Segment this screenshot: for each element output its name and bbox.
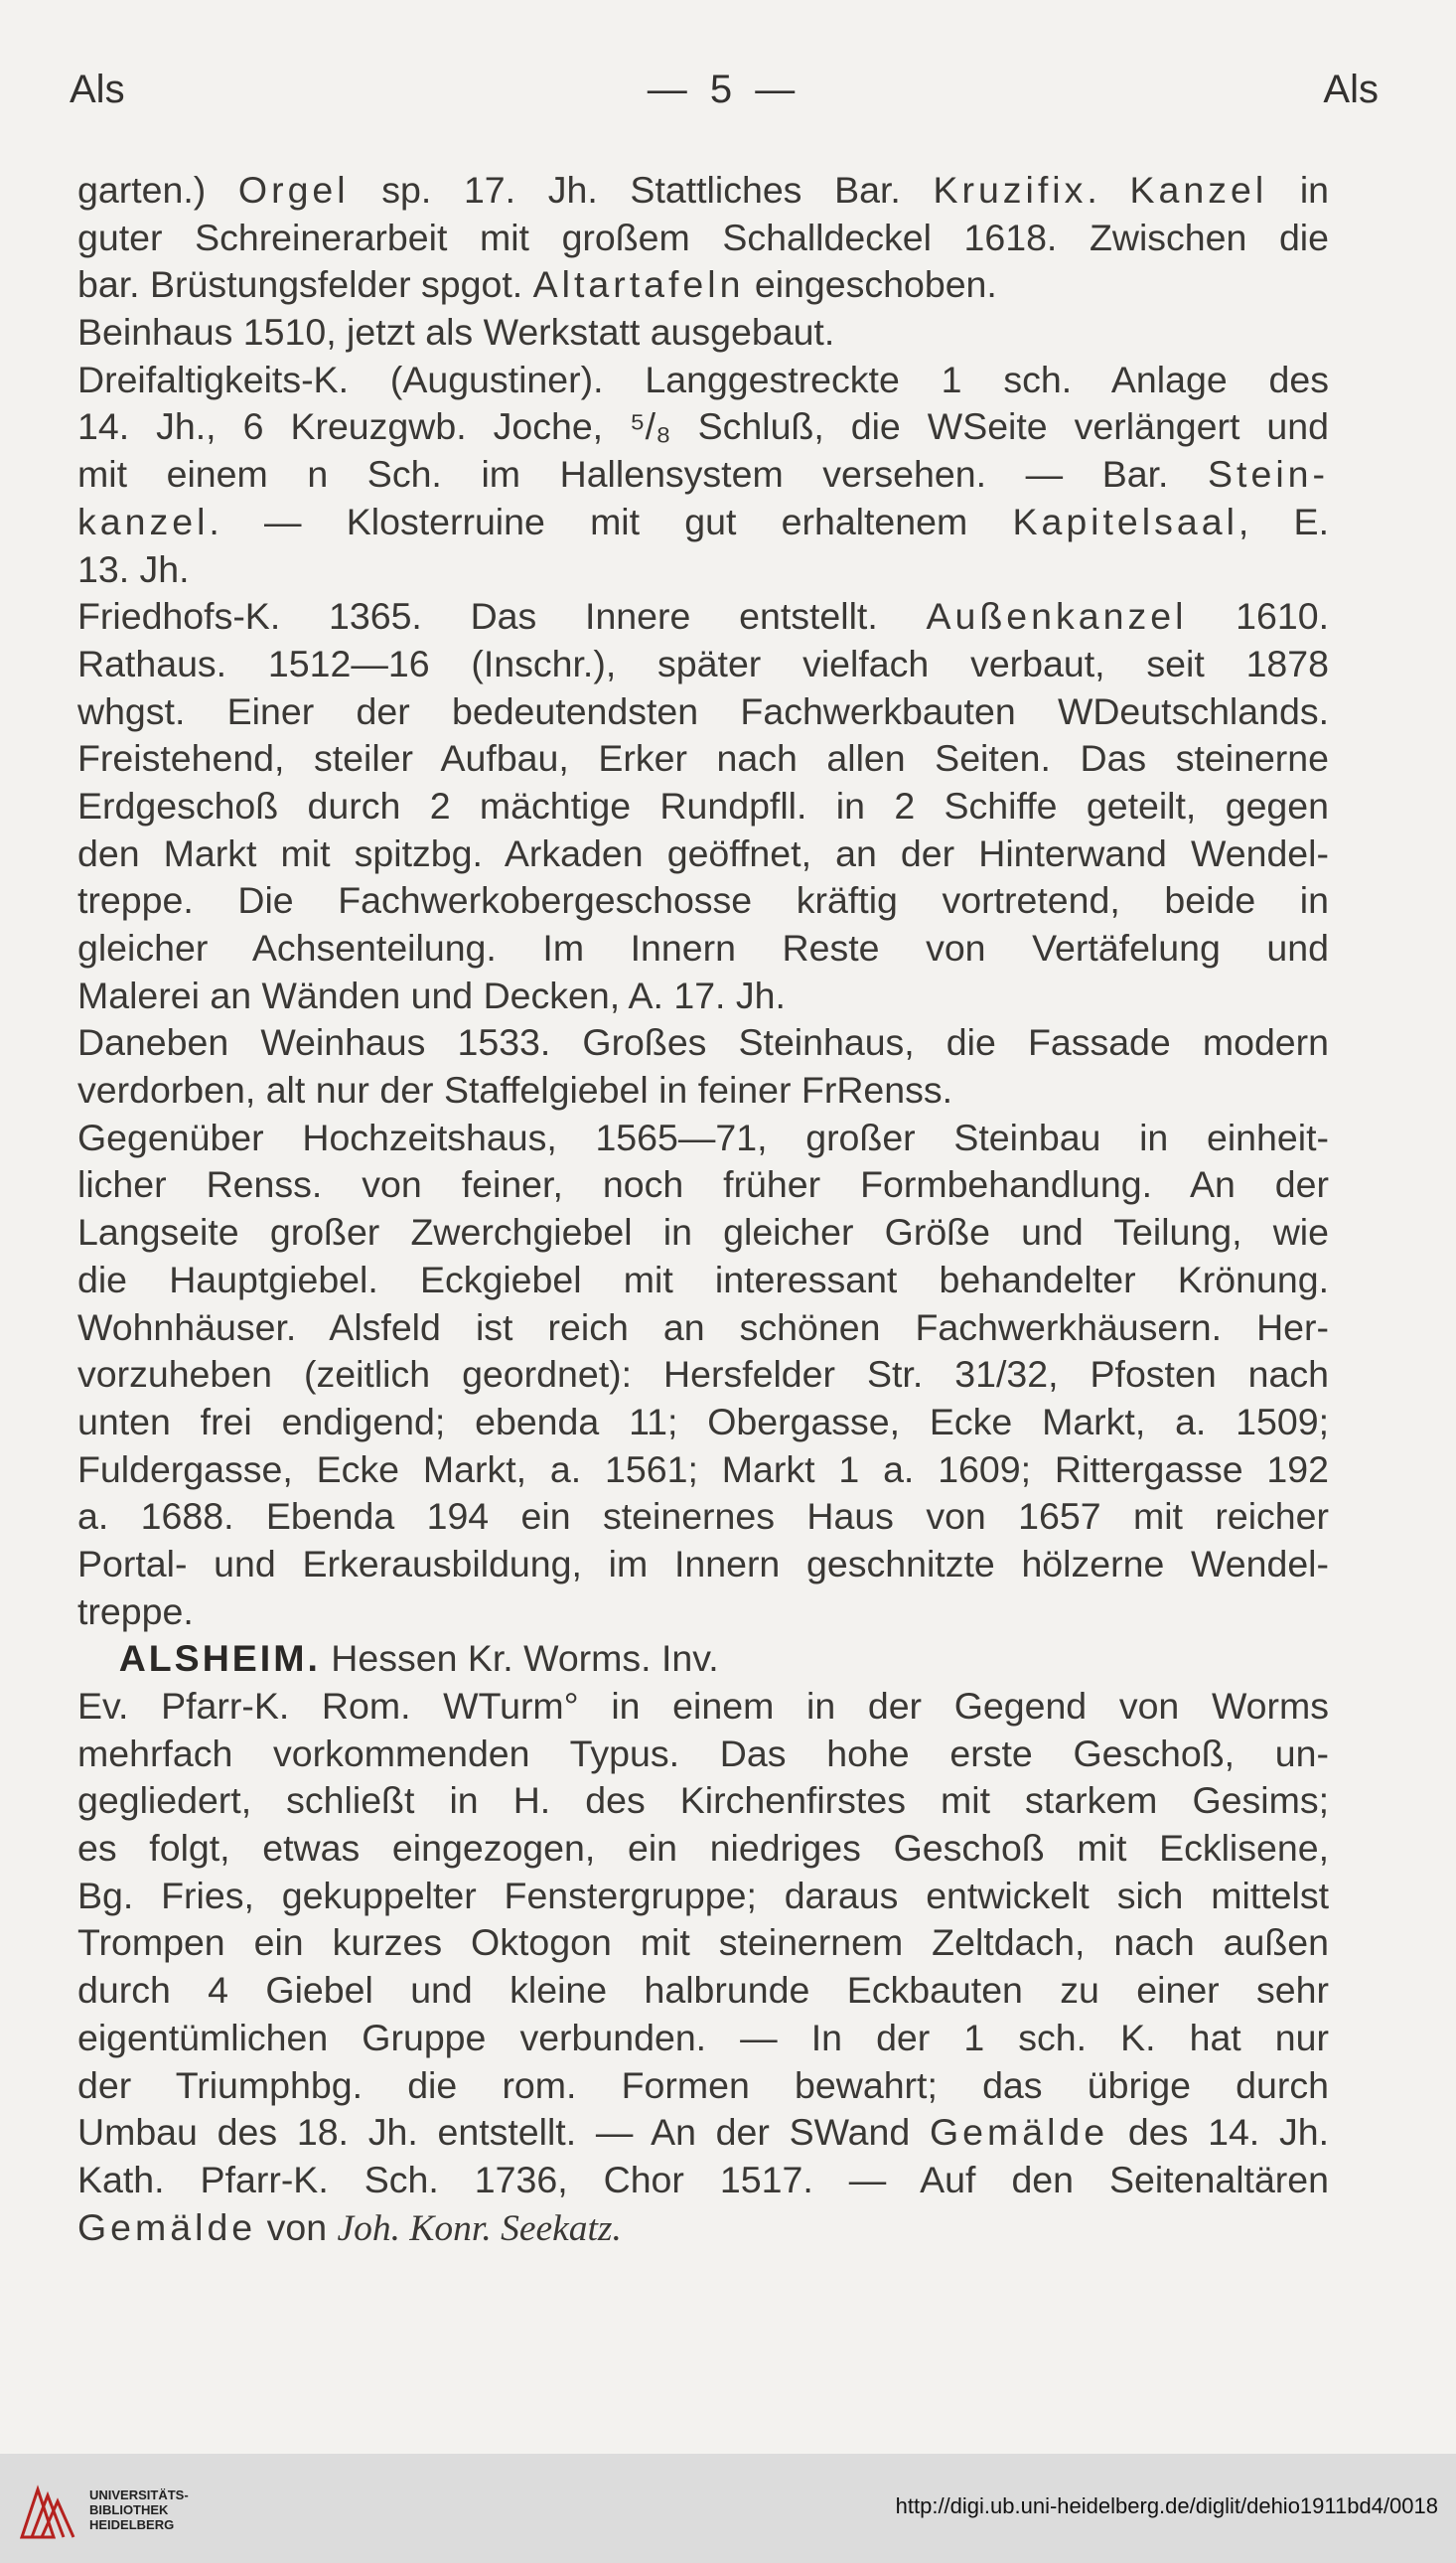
text-line — [77, 546, 1329, 594]
text-run: eigentümlichen Gruppe verbunden. — In der 1 sch. K. hat nur — [77, 2016, 1329, 2058]
library-name-line: BIBLIOTHEK — [89, 2502, 169, 2517]
spaced-term: Gemälde — [929, 2111, 1109, 2154]
text-line — [77, 1493, 1329, 1541]
text-run: 13. Jh. — [77, 547, 190, 590]
entry-keyword: Weinhaus — [260, 1021, 426, 1064]
spaced-term: Kapitelsaal — [1012, 500, 1238, 542]
body-text — [77, 167, 1329, 2251]
library-name-line: UNIVERSITÄTS- — [89, 2488, 189, 2502]
text-run: 14. Jh., 6 Kreuzgwb. Joche, ⁵/₈ Schluß, die WSeite verlängert und — [77, 405, 1329, 448]
text-run — [77, 1637, 119, 1679]
library-name-line: HEIDELBERG — [89, 2517, 175, 2532]
text-run: Hessen Kr. Worms. Inv. — [320, 1637, 719, 1680]
text-run: gegliedert, schließt in H. des Kirchenfirstes mit starkem Gesims; — [77, 1779, 1329, 1822]
text-run: es folgt, etwas eingezogen, ein niedriges Geschoß mit Ecklisene, — [77, 1827, 1329, 1870]
entry-keyword: Wohnhäuser. — [77, 1305, 297, 1348]
text-run: . — [1087, 169, 1130, 211]
header-right: Als — [1323, 68, 1379, 111]
entry-keyword: Rathaus. — [77, 642, 227, 684]
text-line — [77, 1209, 1329, 1257]
text-run: sp. 17. Jh. Stattliches Bar. — [349, 169, 934, 211]
text-line — [77, 1541, 1329, 1588]
text-line — [77, 830, 1329, 878]
text-line — [77, 451, 1329, 499]
text-line — [77, 167, 1329, 215]
text-run: die Hauptgiebel. Eckgiebel mit interessant behandelter Krönung. — [77, 1258, 1329, 1300]
text-run: garten.) — [77, 169, 238, 211]
text-line — [77, 2204, 1329, 2252]
text-run: 1533. Großes Steinhaus, die Fassade modern — [425, 1021, 1330, 1064]
text-line — [77, 1161, 1329, 1209]
text-line — [77, 2062, 1329, 2110]
text-line — [77, 2157, 1329, 2204]
text-line — [77, 688, 1329, 736]
source-url[interactable]: http://digi.ub.uni-heidelberg.de/diglit/dehio1911bd4/0018 — [895, 2493, 1438, 2518]
text-line — [77, 1067, 1329, 1115]
text-run: licher Renss. von feiner, noch früher Formbehandlung. An der — [77, 1163, 1329, 1206]
text-line — [77, 309, 1329, 357]
text-run: treppe. Die Fachwerkobergeschosse kräftig vortretend, beide in — [77, 879, 1329, 922]
text-line — [77, 261, 1329, 309]
text-line — [77, 1919, 1329, 1967]
text-line — [77, 1351, 1329, 1399]
library-name — [89, 2488, 189, 2532]
text-line — [77, 1399, 1329, 1446]
text-run: von — [256, 2205, 338, 2248]
text-run: Freistehend, steiler Aufbau, Erker nach allen Seiten. Das steinerne — [77, 737, 1329, 780]
text-run: durch 4 Giebel und kleine halbrunde Eckbauten zu einer sehr — [77, 1969, 1329, 2012]
text-line — [77, 1304, 1329, 1352]
text-line — [77, 403, 1329, 451]
text-run: Langseite großer Zwerchgiebel in gleicher Größe und Teilung, wie — [77, 1211, 1329, 1254]
text-line — [77, 925, 1329, 973]
text-run: 1510, jetzt als Werkstatt ausgebaut. — [232, 311, 835, 354]
text-run: 1565—71, großer Steinbau in einheit- — [556, 1116, 1329, 1158]
text-run: . — Klosterruine mit gut erhaltenem — [209, 500, 1013, 542]
text-run: Fuldergasse, Ecke Markt, a. 1561; Markt 1 a. 1609; Rittergasse 192 — [77, 1447, 1329, 1490]
text-run: Bg. Fries, gekuppelter Fenstergruppe; daraus entwickelt sich mittelst — [77, 1874, 1329, 1916]
entry-keyword: Ev. Pfarr-K. — [77, 1685, 290, 1727]
entry-keyword: Kath. Pfarr-K. — [77, 2158, 329, 2200]
text-line — [77, 1446, 1329, 1494]
text-run: gleicher Achsenteilung. Im Innern Reste von Vertäfelung und — [77, 927, 1329, 969]
text-run: der Triumphbg. die rom. Formen bewahrt; das übrige durch — [77, 2063, 1329, 2106]
text-run: Trompen ein kurzes Oktogon mit steinernem Zeltdach, nach außen — [77, 1921, 1329, 1964]
spaced-term: Orgel — [237, 169, 350, 211]
text-run: mit einem n Sch. im Hallensystem versehen. — Bar. — [77, 453, 1209, 496]
spaced-term: Gemälde — [77, 2205, 257, 2248]
text-run: verdorben, alt nur der Staffelgiebel in feiner FrRenss. — [77, 1069, 953, 1112]
text-run: Portal- und Erkerausbildung, im Innern geschnitzte hölzerne Wendel- — [77, 1542, 1329, 1584]
text-line — [77, 1115, 1329, 1162]
text-run: bar. Brüstungsfelder spgot. — [77, 263, 533, 306]
text-run: treppe. — [77, 1589, 194, 1632]
text-line — [77, 1019, 1329, 1067]
place-heading: ALSHEIM. — [118, 1637, 321, 1680]
text-run: den Markt mit spitzbg. Arkaden geöffnet, an der Hinterwand Wendel- — [77, 831, 1329, 874]
text-line — [77, 877, 1329, 925]
text-line — [77, 641, 1329, 688]
entry-keyword: Dreifaltigkeits-K. — [77, 358, 349, 400]
text-line — [77, 1825, 1329, 1873]
text-line — [77, 2109, 1329, 2157]
text-run: 1610. — [1187, 595, 1329, 638]
text-run: , E. — [1238, 500, 1329, 542]
spaced-term: Stein- — [1208, 453, 1329, 496]
text-line — [77, 1873, 1329, 1920]
text-run: guter Schreinerarbeit mit großem Schalldeckel 1618. Zwischen die — [77, 216, 1329, 258]
spaced-term: Kanzel — [1129, 169, 1268, 211]
text-run: a. 1688. Ebenda 194 ein steinernes Haus von 1657 mit reicher — [77, 1495, 1329, 1538]
spaced-term: Außenkanzel — [926, 595, 1188, 638]
page-number: — 5 — — [647, 68, 801, 111]
text-run: 1512—16 (Inschr.), später vielfach verbaut, seit 1878 — [226, 642, 1329, 684]
text-line — [77, 357, 1329, 404]
text-run: des 14. Jh. — [1108, 2111, 1329, 2154]
text-line — [77, 1257, 1329, 1304]
text-run: Umbau des 18. Jh. entstellt. — An der SWand — [77, 2111, 930, 2154]
header-left: Als — [70, 68, 125, 111]
text-line — [77, 1635, 1329, 1683]
artist-name: Joh. Konr. Seekatz. — [337, 2207, 622, 2249]
text-run: Rom. WTurm° in einem in der Gegend von Worms — [289, 1685, 1330, 1727]
text-line — [77, 2015, 1329, 2062]
text-line — [77, 1588, 1329, 1636]
text-run: unten frei endigend; ebenda 11; Obergasse, Ecke Markt, a. 1509; — [77, 1400, 1329, 1442]
text-line — [77, 735, 1329, 783]
entry-keyword: Hochzeitshaus, — [302, 1116, 557, 1158]
text-run: mehrfach vorkommenden Typus. Das hohe erste Geschoß, un- — [77, 1732, 1329, 1774]
entry-keyword: Friedhofs-K. — [77, 595, 281, 638]
text-run: Malerei an Wänden und Decken, A. 17. Jh. — [77, 974, 786, 1016]
running-header — [70, 68, 1379, 117]
text-line — [77, 1967, 1329, 2015]
text-run: (Augustiner). Langgestreckte 1 sch. Anlage des — [349, 358, 1329, 400]
text-line — [77, 973, 1329, 1020]
text-run: eingeschoben. — [744, 263, 997, 306]
text-run: Daneben — [77, 1021, 261, 1064]
text-line — [77, 1731, 1329, 1778]
text-run: Erdgeschoß durch 2 mächtige Rundpfll. in 2 Schiffe geteilt, gegen — [77, 784, 1329, 827]
text-run: vorzuheben (zeitlich geordnet): Hersfelder Str. 31/32, Pfosten nach — [77, 1353, 1329, 1396]
text-line — [77, 593, 1329, 641]
spaced-term: Altartafeln — [532, 263, 745, 306]
text-run: Sch. 1736, Chor 1517. — Auf den Seitenaltären — [328, 2158, 1329, 2200]
text-line — [77, 1683, 1329, 1731]
footer-bar — [0, 2454, 1456, 2563]
text-run: whgst. Einer der bedeutendsten Fachwerkbauten WDeutschlands. — [77, 689, 1329, 732]
spaced-term: Kruzifix — [933, 169, 1088, 211]
text-line — [77, 499, 1329, 546]
text-line — [77, 1777, 1329, 1825]
entry-keyword: Beinhaus — [77, 311, 233, 354]
library-logo-icon — [14, 2476, 83, 2545]
text-run: 1365. Das Innere entstellt. — [280, 595, 927, 638]
text-line — [77, 215, 1329, 262]
text-run: in — [1267, 169, 1330, 211]
text-run: Gegenüber — [77, 1116, 303, 1158]
text-run: Alsfeld ist reich an schönen Fachwerkhäusern. Her- — [296, 1305, 1329, 1348]
text-line — [77, 783, 1329, 830]
spaced-term: kanzel — [77, 500, 210, 542]
